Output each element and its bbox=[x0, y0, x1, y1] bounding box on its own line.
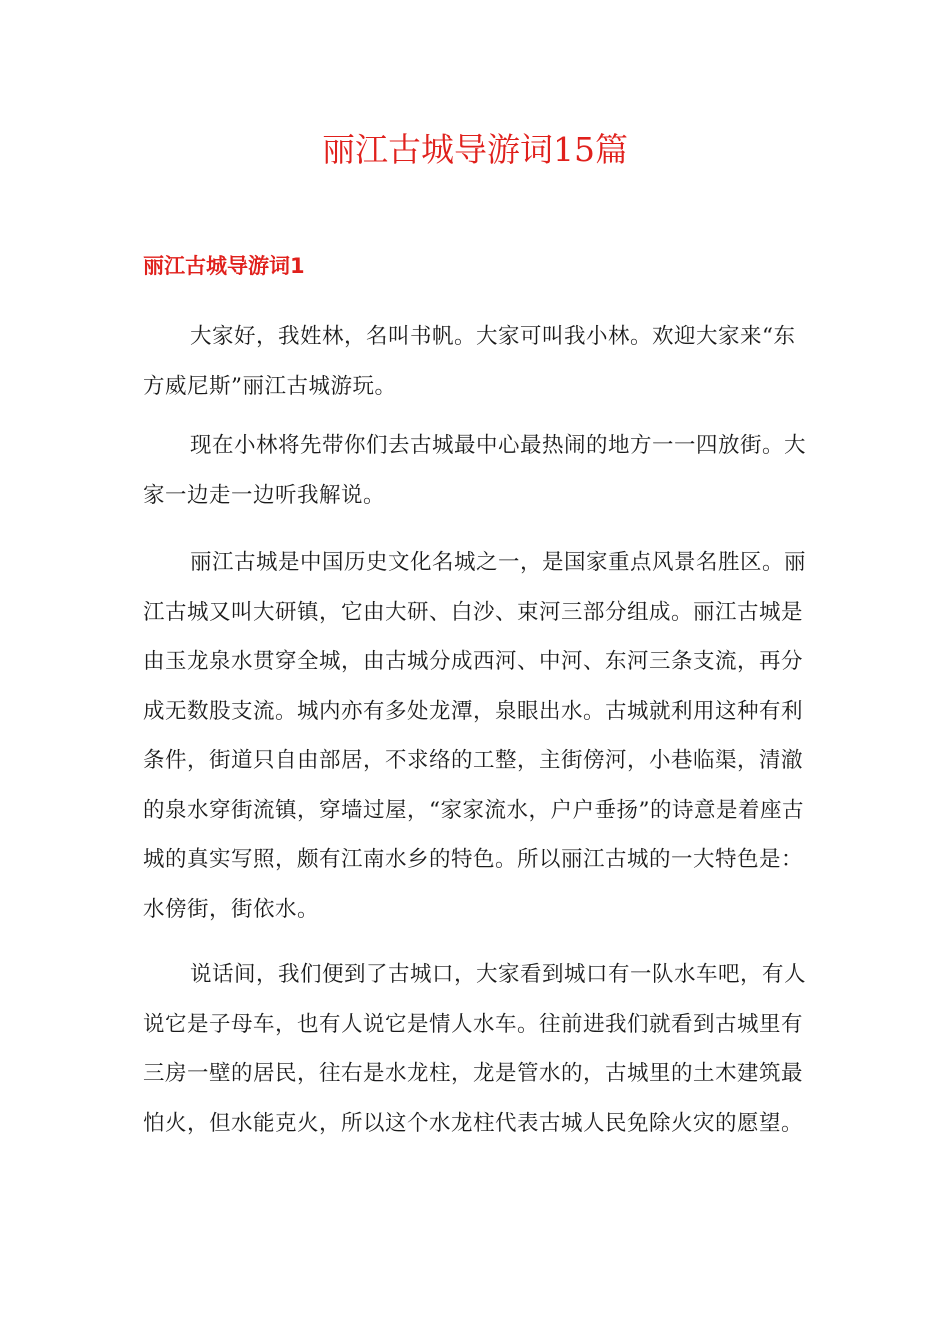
section-heading: 丽江古城导游词1 bbox=[143, 254, 305, 278]
paragraph-old-town-intro: 丽江古城是中国历史文化名城之一，是国家重点风景名胜区。丽江古城又叫大研镇，它由大研、白沙、束河三部分组成。丽江古城是由玉龙泉水贯穿全城，由古城分成西河、中河、东河三条支流，再分成无数股支流。城内亦有多处龙潭，泉眼出水。古城就利用这种有利条件，街道只自由部居，不求络的工整，主街傍河，小巷临渠，清澈的泉水穿街流镇，穿墙过屋，“家家流水，户户垂扬”的诗意是着座古城的真实写照，颇有江南水乡的特色。所以丽江古城的一大特色是：水傍街，街依水。 bbox=[143, 550, 807, 922]
paragraph-waterwheel: 说话间，我们便到了古城口，大家看到城口有一队水车吧，有人说它是子母车，也有人说它是情人水车。往前进我们就看到古城里有三房一壁的居民，往右是水龙柱，龙是管水的，古城里的土木建筑最怕火，但水能克火，所以这个水龙柱代表古城人民免除火灾的愿望。 bbox=[143, 962, 807, 1136]
paragraph-greeting: 大家好，我姓林，名叫书帆。大家可叫我小林。欢迎大家来“东方威尼斯”丽江古城游玩。 bbox=[143, 324, 796, 399]
paragraph-sifang-street: 现在小林将先带你们去古城最中心最热闹的地方一一四放街。大家一边走一边听我解说。 bbox=[143, 433, 807, 508]
document-title: 丽江古城导游词15篇 bbox=[322, 130, 628, 169]
